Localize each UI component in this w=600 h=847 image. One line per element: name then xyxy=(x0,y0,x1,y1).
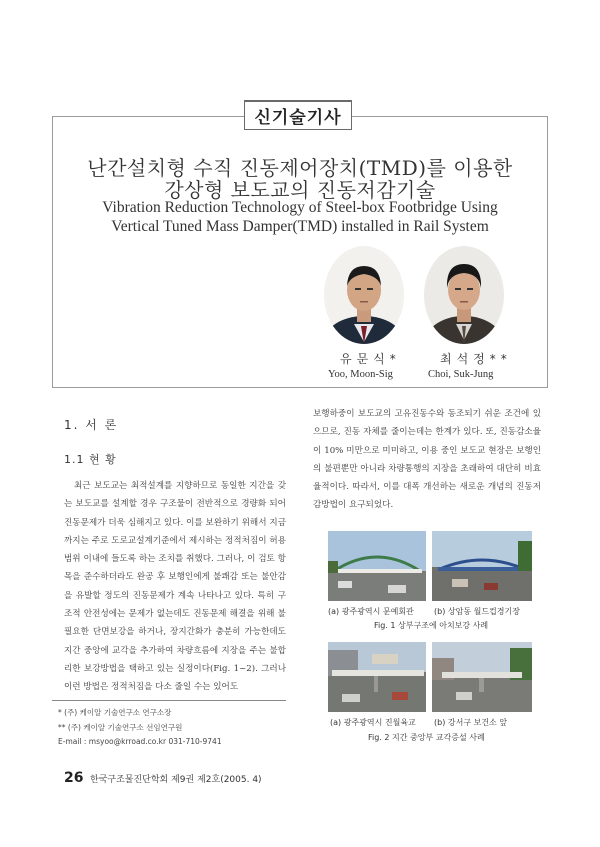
figure-1-title: Fig. 1 상부구조에 아치보강 사례 xyxy=(374,621,489,630)
figure-2-title: Fig. 2 지간 중앙부 교각증설 사례 xyxy=(368,733,485,742)
figure-2d-photo xyxy=(432,642,532,712)
author-name-kr-choi: 최석정** xyxy=(440,352,512,366)
footnote-email: E-mail : msyoo@krroad.co.kr 031-710-9741 xyxy=(58,737,222,746)
english-title-line-2: Vertical Tuned Mass Damper(TMD) installed in Rail System xyxy=(111,218,489,235)
korean-title-line-2: 강상형 보도교의 진동저감기술 xyxy=(164,178,436,202)
footnote-divider xyxy=(52,700,286,701)
page-number: 26 xyxy=(64,770,84,786)
english-title-line-1: Vibration Reduction Technology of Steel-box Footbridge Using xyxy=(102,199,498,216)
author-photo-choi xyxy=(424,246,504,344)
figure-2a-photo xyxy=(328,642,426,712)
korean-title-line-1: 난간설치형 수직 진동제어장치(TMD)를 이용한 xyxy=(87,156,513,180)
author-photo-yoo xyxy=(324,246,404,344)
body-paragraph-left: 최근 보도교는 최적설계를 지향하므로 동일한 지간을 갖는 보도교를 설계할 경우 구조물이 전반적으로 경량화 되어 진동문제가 더욱 심해지고 있다. 이를 보완하기 위해서 지금까지는 주로 도로교설계기준에서 제시하는 정적처짐이 허용범위 이내에 들도록 하는 조치를 취했다. 그러나, 이 검토 항목을 준수하더라도 완공 후 보행인에게 불쾌감 또는 불안감을 유발할 정도의 진동문제가 계속 나타나고 있다. 특히 구조적 안전성에는 문제가 없는데도 진동문제 해결을 위해 불필요한 단면보강을 하거나, 장지간화가 충분히 가능한데도 지간 중앙에 교각을 추가하여 차량흐름에 지장을 주는 불합리한 보강방법을 택하고 있는 실정이다(Fig. 1~2). 그러나 이런 방법은 정적처짐을 다소 줄일 수는 있어도 xyxy=(64,481,286,693)
figure-1b-caption: (b) 상암동 월드컵경기장 xyxy=(434,607,520,616)
figure-1b-photo xyxy=(432,531,532,601)
author-name-en-yoo: Yoo, Moon-Sig xyxy=(328,369,393,380)
section-tag: 신기술기사 xyxy=(244,100,352,130)
author-name-en-choi: Choi, Suk-Jung xyxy=(428,369,494,380)
figure-1a-caption: (a) 광주광역시 문예회관 xyxy=(328,607,414,616)
section-heading: 1. 서 론 xyxy=(64,418,119,432)
figure-2b-caption: (b) 강서구 보건소 앞 xyxy=(434,718,508,727)
figure-1a-photo xyxy=(328,531,426,601)
footnote-1: * (주) 케이알 기술연구소 연구소장 xyxy=(58,708,172,717)
body-paragraph-right: 보행하중이 보도교의 고유진동수와 동조되기 쉬운 조건에 있으므로, 진동 자체를 줄이는데는 한계가 있다. 또, 진동감소율이 10% 미만으로 미미하고, 이용 중인 보도교 현장은 보행인의 불편뿐만 아니라 차량통행의 지장을 초래하여 대단히 비효율적이다. 따라서, 이를 대폭 개선하는 새로운 개념의 진동저감방법이 요구되었다. xyxy=(313,409,541,511)
figure-2a-caption: (a) 광주광역시 진월육교 xyxy=(330,718,416,727)
footnote-2: ** (주) 케이알 기술연구소 선임연구원 xyxy=(58,723,183,732)
subsection-heading: 1.1 현 황 xyxy=(64,453,117,466)
author-name-kr-yoo: 유문식* xyxy=(340,352,401,366)
journal-info: 한국구조물진단학회 제9권 제2호(2005. 4) xyxy=(90,775,262,785)
